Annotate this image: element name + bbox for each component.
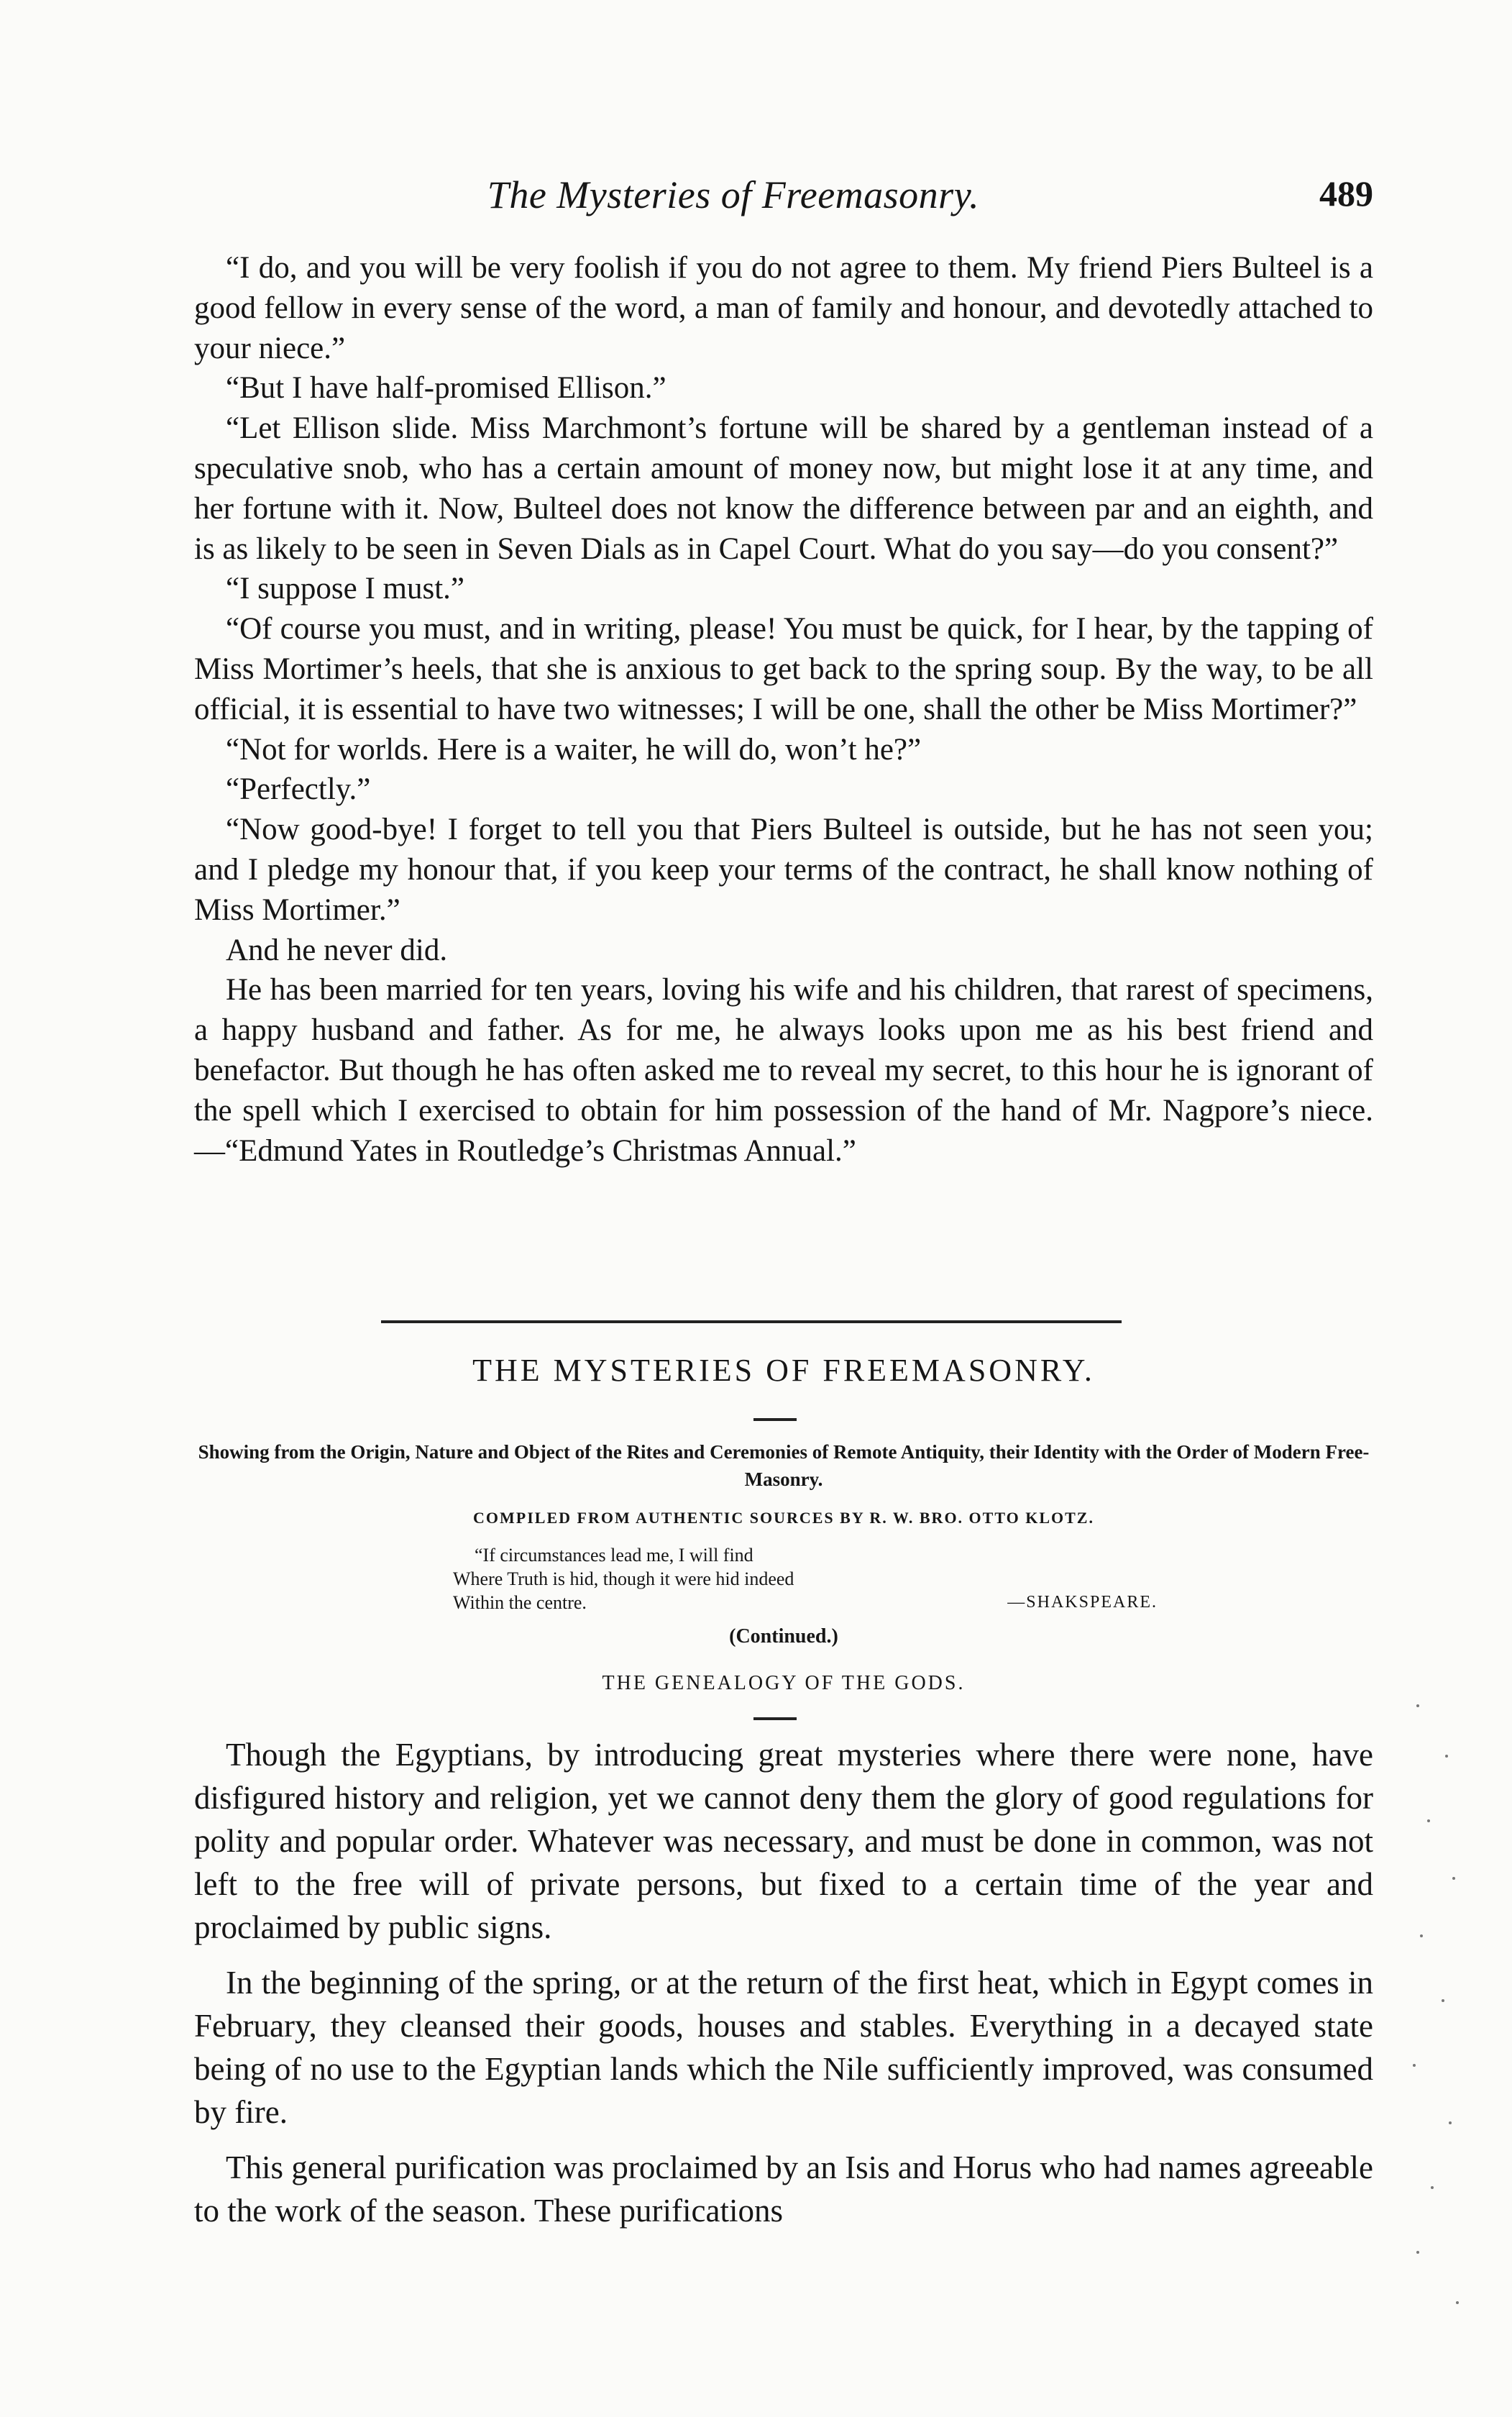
story-paragraph: “I do, and you will be very foolish if you do not agree to them. My friend Piers Bulteel is a good fellow in every sense of the word, a man of family and honour, and devotedly attached to your niece.” — [194, 251, 1373, 365]
heading-dash — [753, 1717, 797, 1720]
section-divider — [381, 1320, 1122, 1323]
compiled-by: COMPILED FROM AUTHENTIC SOURCES BY R. W. BRO. OTTO KLOTZ. — [473, 1509, 1094, 1527]
epigraph-line: Within the centre. — [453, 1592, 587, 1613]
title-dash — [753, 1418, 797, 1421]
body-paragraph: In the beginning of the spring, or at the return of the first heat, which in Egypt comes in February, they cleansed their goods, houses and stables. Everything in a decayed state being of no use to the Egyptian lands which the Nile sufficiently improved, was consumed by fire. — [194, 1965, 1373, 2130]
continued-note: (Continued.) — [729, 1625, 838, 1648]
page-header — [194, 173, 1373, 230]
story-paragraph: “I suppose I must.” — [226, 572, 464, 606]
body-paragraph: This general purification was proclaimed by an Isis and Horus who had names agreeable to the work of the season. These purifications — [194, 2149, 1373, 2229]
story-paragraph: “Now good-bye! I forget to tell you that Piers Bulteel is outside, but he has not seen you; and I pledge my honour that, if you keep your terms of the contract, he shall know nothing of Miss Mortimer.” — [194, 813, 1373, 927]
story-paragraph: “Let Ellison slide. Miss Marchmont’s fortune will be shared by a gentleman instead of a speculative snob, who has a certain amount of money now, but might lose it at any time, and her fortune with it. Now, Bulteel does not know the difference between par and an eighth, and is as likely to be seen in Seven Dials as in Capel Court. What do you say—do you consent?” — [194, 411, 1373, 566]
epigraph-line: Where Truth is hid, though it were hid indeed — [453, 1568, 794, 1589]
story-paragraph: He has been married for ten years, loving his wife and his children, that rarest of specimens, a happy husband and father. As for me, he always looks upon me as his best friend and benefactor. But though he has often asked me to reveal my secret, to this hour he is ignorant of the spell which I exercised to obtain for him possession of the hand of Mr. Nagpore’s niece.—“Edmund Yates in Routledge’s Christmas Annual.” — [194, 973, 1373, 1168]
story-paragraph: “Of course you must, and in writing, please! You must be quick, for I hear, by the tapping of Miss Mortimer’s heels, that she is anxious to get back to the spring soup. By the way, to be all official, it is essential to have two witnesses; I will be one, shall the other be Miss Mortimer?” — [194, 612, 1373, 726]
article-title: THE MYSTERIES OF FREEMASONRY. — [472, 1353, 1095, 1388]
article-body — [194, 1733, 1373, 2244]
body-paragraph: Though the Egyptians, by introducing great mysteries where there were none, have disfigured history and religion, yet we cannot deny them the glory of good regulations for polity and popular order. Whatever was necessary, and must be done in common, was not left to the free will of private persons, but fixed to a certain time of the year and proclaimed by public signs. — [194, 1737, 1373, 1945]
story-paragraph: “But I have half-promised Ellison.” — [226, 371, 666, 406]
epigraph — [453, 1543, 1158, 1614]
story-paragraph: And he never did. — [226, 933, 448, 967]
margin-specks — [1402, 1690, 1488, 2337]
page-number: 489 — [1319, 173, 1373, 214]
article-subtitle: Showing from the Origin, Nature and Object of the Rites and Ceremonies of Remote Antiquity, their Identity with the Order of Modern Free-Masonry. — [198, 1441, 1370, 1490]
section-heading: THE GENEALOGY OF THE GODS. — [602, 1672, 966, 1694]
story-continuation — [194, 248, 1373, 1171]
story-paragraph: “Perfectly.” — [226, 772, 371, 807]
epigraph-line: “If circumstances lead me, I will find — [475, 1545, 753, 1566]
running-title: The Mysteries of Freemasonry. — [487, 173, 980, 216]
story-paragraph: “Not for worlds. Here is a waiter, he will do, won’t he?” — [226, 732, 922, 767]
epigraph-attribution: —SHAKSPEARE. — [1007, 1593, 1158, 1612]
